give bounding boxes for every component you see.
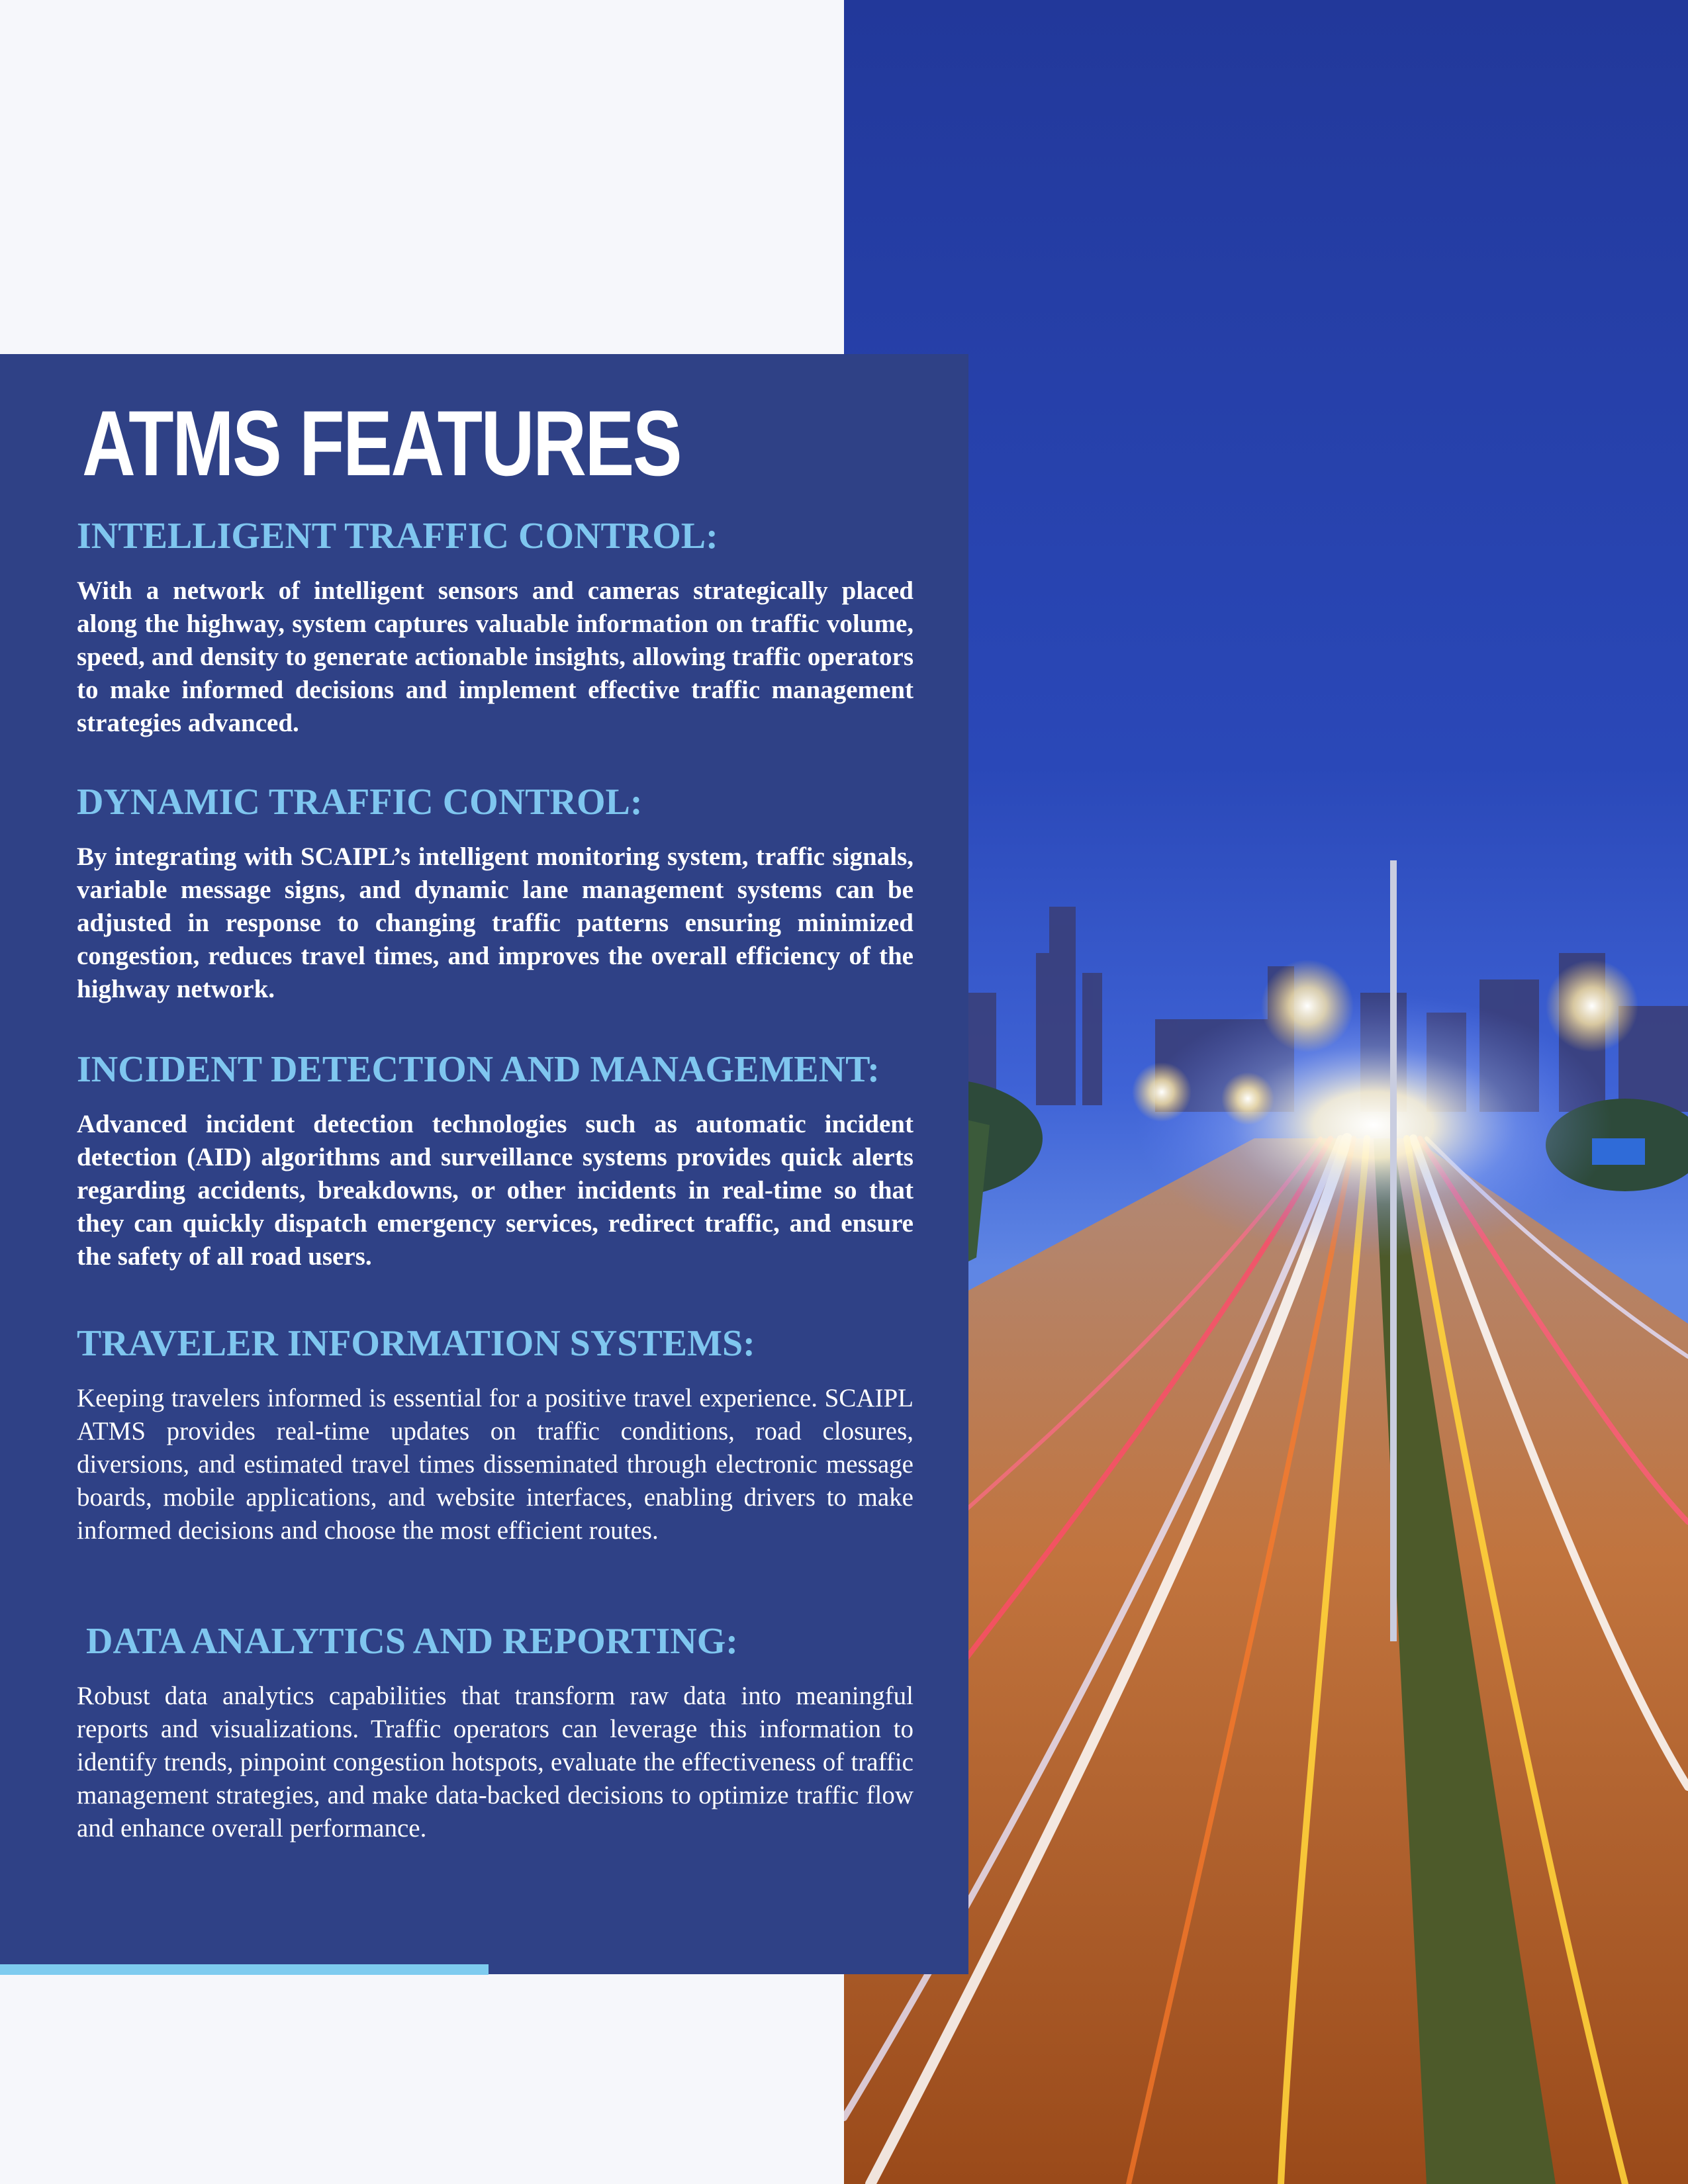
section-body: Advanced incident detection technologies such as automatic incident detection (AID) algorithms and surveillance systems provides quick alerts regarding accidents, breakdowns, or other incidents in real-time so that they can quickly dispatch emergency services, redirect traffic, and ensure the safety of all road users. bbox=[77, 1109, 914, 1271]
section-body: Keeping travelers informed is essential for a positive travel experience. SCAIPL ATMS provides real-time updates on traffic conditions, road closures, diversions, and estimated travel times disseminated through electronic message boards, mobile applications, and website interfaces, enabling drivers to make informed decisions and choose the most efficient routes. bbox=[77, 1383, 914, 1545]
section-heading: INTELLIGENT TRAFFIC CONTROL: bbox=[77, 516, 718, 557]
section-body: By integrating with SCAIPL’s intelligent monitoring system, traffic signals, variable message signs, and dynamic lane management systems can be adjusted in response to changing traffic patterns ensuring minimized congestion, reduces travel times, and improves the overall efficiency of the highway network. bbox=[77, 842, 914, 1003]
highway-night-photo bbox=[844, 0, 1688, 2184]
section-heading: DATA ANALYTICS AND REPORTING: bbox=[86, 1621, 738, 1662]
accent-bar bbox=[0, 1964, 489, 1975]
section-incident-detection bbox=[77, 1050, 914, 1273]
section-body: With a network of intelligent sensors and cameras strategically placed along the highway, system captures valuable information on traffic volume, speed, and density to generate actionable insights, allowing traffic operators to make informed decisions and implement effective traffic management strategies advanced. bbox=[77, 576, 914, 737]
section-traveler-information bbox=[77, 1324, 914, 1547]
section-intelligent-traffic-control bbox=[77, 516, 914, 740]
section-heading: TRAVELER INFORMATION SYSTEMS: bbox=[77, 1323, 755, 1364]
section-dynamic-traffic-control bbox=[77, 782, 914, 1006]
section-body: Robust data analytics capabilities that transform raw data into meaningful reports and visualizations. Traffic operators can leverage this information to identify trends, pinpoint congestion hotspots, evaluate the effectiveness of traffic management strategies, and make data-backed decisions to optimize traffic flow and enhance overall performance. bbox=[77, 1681, 914, 1843]
section-heading: INCIDENT DETECTION AND MANAGEMENT: bbox=[77, 1049, 880, 1090]
section-data-analytics bbox=[77, 1621, 914, 1845]
page-title: ATMS FEATURES bbox=[82, 391, 681, 495]
section-heading: DYNAMIC TRAFFIC CONTROL: bbox=[77, 782, 643, 823]
